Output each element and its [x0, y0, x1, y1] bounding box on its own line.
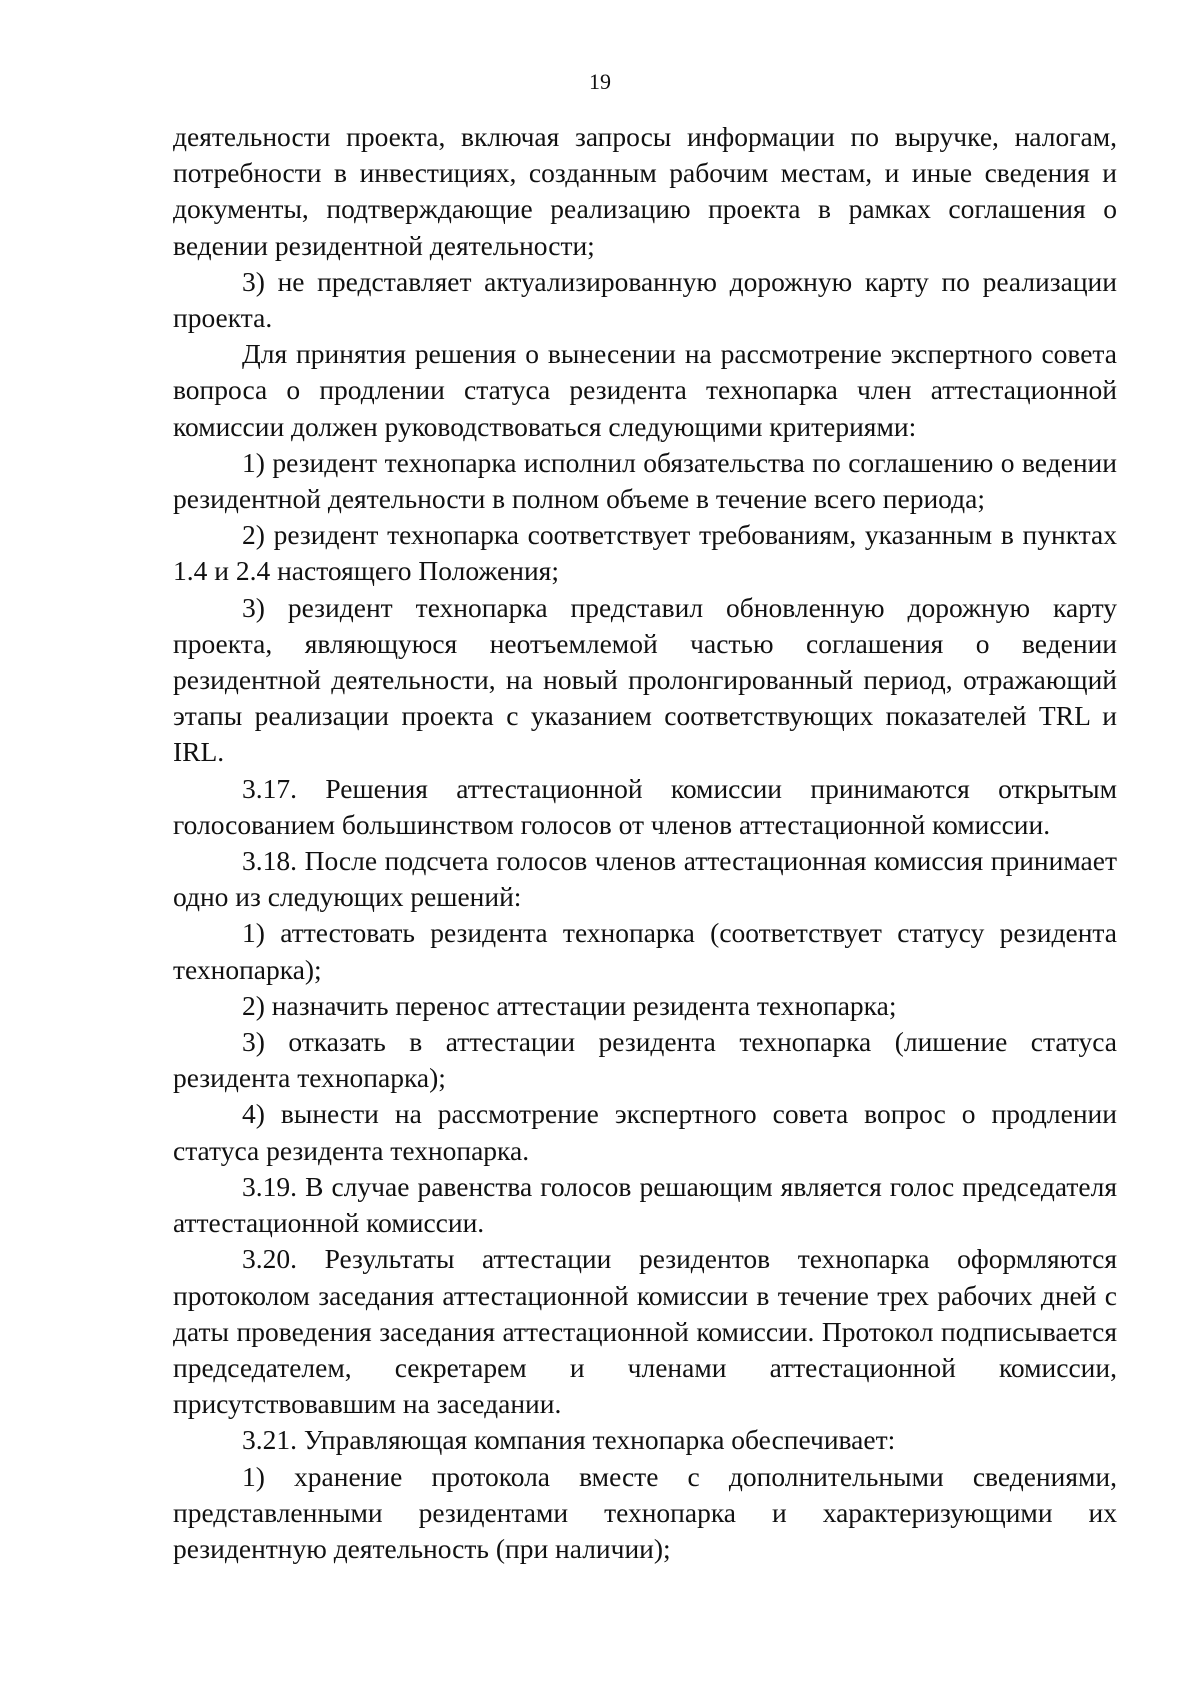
paragraph-decision-3: 3) отказать в аттестации резидента технопарка (лишение статуса резидента технопарка); — [173, 1026, 1117, 1094]
paragraph-3-18: 3.18. После подсчета голосов членов аттестационная комиссия принимает одно из следующих решений: — [173, 845, 1117, 913]
paragraph-decision-4: 4) вынести на рассмотрение экспертного совета вопрос о продлении статуса резидента технопарка. — [173, 1098, 1117, 1166]
paragraph-duty-1: 1) хранение протокола вместе с дополнительными сведениями, представленными резидентами технопарка и характеризующими их резидентную деятельность (при наличии); — [173, 1460, 1117, 1564]
paragraph-criteria-intro: Для принятия решения о вынесении на рассмотрение экспертного совета вопроса о продлении статуса резидента технопарка член аттестационной комиссии должен руководствоваться следующими критериями: — [173, 338, 1117, 442]
paragraph-3-21: 3.21. Управляющая компания технопарка обеспечивает: — [242, 1424, 896, 1456]
paragraph-item-3-roadmap: 3) не представляет актуализированную дорожную карту по реализации проекта. — [173, 265, 1117, 334]
paragraph-3-20: 3.20. Результаты аттестации резидентов технопарка оформляются протоколом заседания аттестационной комиссии в течение трех рабочих дней с даты проведения заседания аттестационной комиссии. Протокол подписывается председателем, секретарем и членами аттестационной комиссии, присутствовавшим на заседании. — [173, 1243, 1117, 1420]
paragraph-criterion-1: 1) резидент технопарка исполнил обязательства по соглашению о ведении резидентной деятельности в полном объеме в течение всего периода; — [173, 446, 1117, 515]
paragraph-3-19: 3.19. В случае равенства голосов решающим является голос председателя аттестационной комиссии. — [173, 1170, 1117, 1239]
paragraph-decision-1: 1) аттестовать резидента технопарка (соответствует статусу резидента технопарка); — [173, 917, 1117, 985]
document-body — [173, 119, 1117, 1567]
paragraph-criterion-3: 3) резидент технопарка представил обновленную дорожную карту проекта, являющуюся неотъемлемой частью соглашения о ведении резидентной деятельности, на новый пролонгированный период, отражающий этапы реализации проекта с указанием соответствующих показателей TRL и IRL. — [173, 591, 1117, 768]
paragraph-activity-info: деятельности проекта, включая запросы информации по выручке, налогам, потребности в инвестициях, созданным рабочим местам, и иные сведения и документы, подтверждающие реализацию проекта в рамках соглашения о ведении резидентной деятельности; — [173, 121, 1117, 261]
paragraph-criterion-2: 2) резидент технопарка соответствует требованиям, указанным в пунктах 1.4 и 2.4 настоящего Положения; — [173, 519, 1117, 587]
page-number: 19 — [589, 69, 611, 94]
paragraph-decision-2: 2) назначить перенос аттестации резидента технопарка; — [242, 989, 897, 1021]
paragraph-3-17: 3.17. Решения аттестационной комиссии принимаются открытым голосованием большинством голосов от членов аттестационной комиссии. — [173, 772, 1117, 840]
